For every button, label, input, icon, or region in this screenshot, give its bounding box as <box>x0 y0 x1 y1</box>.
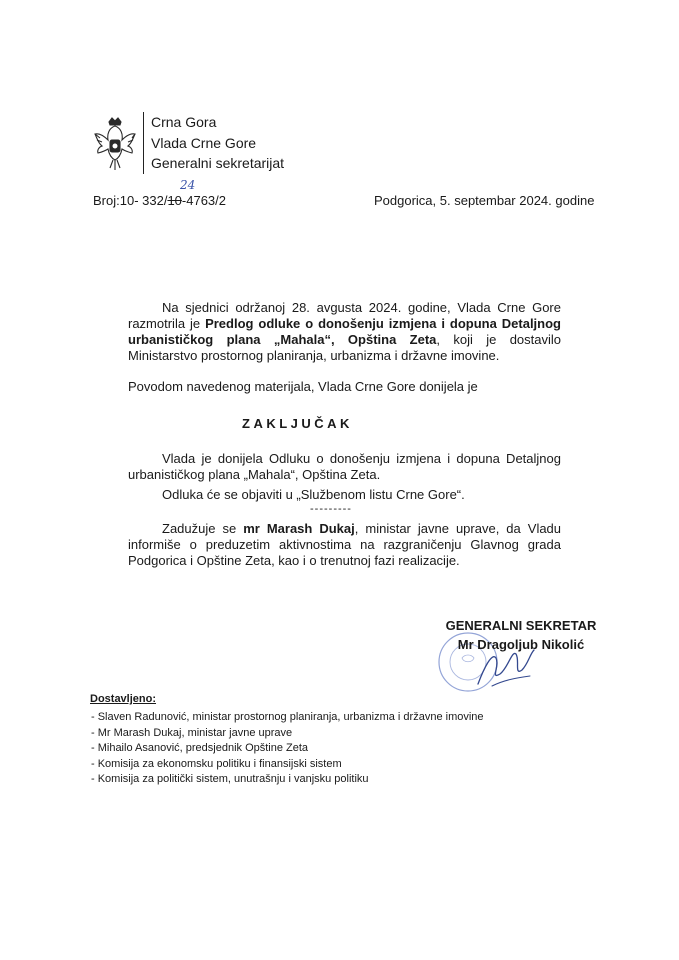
publication-line: Odluka će se objaviti u „Službenom listu Crne Gore“. <box>162 487 465 502</box>
intro-text-1: Na sjednici održanoj 28. avgusta 2024. godine, Vlada Crne Gore razmotrila je <box>128 300 561 331</box>
handwritten-correction: 24 <box>180 178 196 192</box>
list-item: - Slaven Radunović, ministar prostornog planiranja, urbanizma i državne imovine <box>91 711 484 723</box>
list-item: - Komisija za ekonomsku politiku i finansijski sistem <box>91 757 342 770</box>
signature-block <box>416 616 626 654</box>
task-text-1: Zadužuje se <box>162 521 244 536</box>
secretariat-name: Generalni sekretarijat <box>151 155 285 171</box>
list-item: - Mihailo Asanović, predsjednik Opštine Zeta <box>91 742 309 754</box>
list-item: - Komisija za politički sistem, unutrašnju i vanjsku politiku <box>91 773 369 785</box>
reference-suffix: -4763/2 <box>181 193 226 208</box>
intro-paragraph <box>128 300 561 364</box>
document-date: Podgorica, 5. septembar 2024. godine <box>374 193 595 208</box>
signatory-name: Mr Dragoljub Nikolić <box>457 637 585 652</box>
list-item: - Mr Marash Dukaj, ministar javne uprave <box>91 726 293 739</box>
montenegro-coat-of-arms-icon <box>92 116 138 172</box>
task-text-2: , ministar javne uprave, da Vladu informiše o preduzetim aktivnostima na razgraničenju Glavnog grada Podgorica i Opštine Zeta, kao i o trenutnoj fazi realizacije. <box>128 521 562 568</box>
letterhead-divider <box>143 112 144 174</box>
intro-bold-title: Predlog odluke o donošenju izmjena i dopuna Detaljnog urbanističkog plana „Mahala“, Opština Zeta <box>128 316 561 347</box>
government-name: Vlada Crne Gore <box>151 134 257 151</box>
recipients-list <box>91 710 484 788</box>
separator: --------- <box>310 503 352 515</box>
intro-text-2: , koji je dostavilo Ministarstvo prostornog planiranja, urbanizma i državne imovine. <box>128 332 561 363</box>
decision-paragraph: Vlada je donijela Odluku o donošenju izmjena i dopuna Detaljnog urbanističkog plana „Mahala“, Opština Zeta. <box>128 451 561 482</box>
task-paragraph <box>128 521 561 569</box>
signatory-title: GENERALNI SEKRETAR <box>445 618 597 633</box>
conclusion-heading: ZAKLJUČAK <box>242 416 353 431</box>
task-minister-name: mr Marash Dukaj <box>243 521 355 536</box>
reference-struck: 10 <box>167 193 182 208</box>
reference-number <box>93 178 226 208</box>
povodom-line: Povodom navedenog materijala, Vlada Crne Gore donijela je <box>128 379 478 394</box>
reference-prefix: Broj:10- 332/ <box>93 193 168 208</box>
letterhead-text <box>151 112 284 174</box>
recipients-label: Dostavljeno: <box>90 693 157 705</box>
country-name: Crna Gora <box>151 114 217 130</box>
